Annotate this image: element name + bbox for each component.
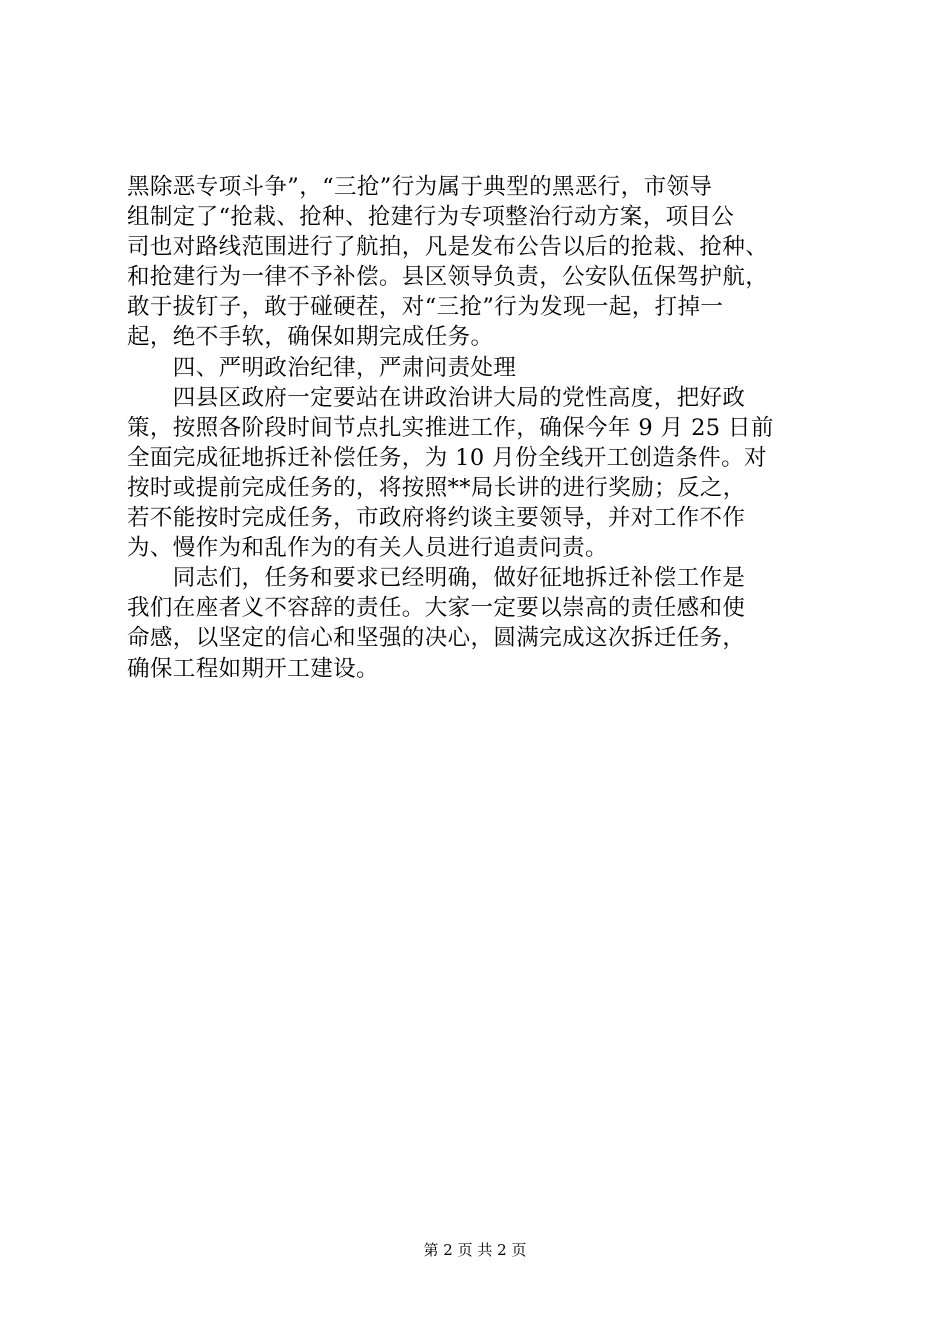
body-text-line: 策，按照各阶段时间节点扎实推进工作，确保今年 9 月 25 日前 [127,414,774,441]
body-text-line: 黑除恶专项斗争”，“三抢”行为属于典型的黑恶行，市领导 [127,174,713,200]
body-text-line: 确保工程如期开工建设。 [127,655,379,682]
body-text-line: 若不能按时完成任务，市政府将约谈主要领导，并对工作不作 [127,505,746,532]
page-number-footer: 第 2 页 共 2 页 [423,1241,527,1259]
body-text-line: 全面完成征地拆迁补偿任务，为 10 月份全线开工创造条件。对 [127,444,767,471]
body-text-line: 司也对路线范围进行了航拍，凡是发布公告以后的抢栽、抢种、 [127,234,769,261]
body-text-line: 为、慢作为和乱作为的有关人员进行追责问责。 [127,535,608,562]
body-text-line: 起，绝不手软，确保如期完成任务。 [127,324,494,351]
body-text-line: 我们在座者义不容辞的责任。大家一定要以崇高的责任感和使 [127,595,746,622]
body-text-line: 按时或提前完成任务的，将按照**局长讲的进行奖励；反之， [127,474,746,501]
body-text-line: 四县区政府一定要站在讲政治讲大局的党性高度，把好政 [127,384,746,411]
body-text-line: 同志们，任务和要求已经明确，做好征地拆迁补偿工作是 [127,565,746,592]
body-text-line: 组制定了“抢栽、抢种、抢建行为专项整治行动方案，项目公 [127,204,735,231]
body-text-line: 和抢建行为一律不予补偿。县区领导负责，公安队伍保驾护航， [127,264,769,291]
body-text-line: 敢于拔钉子，敢于碰硬茬，对“三抢”行为发现一起，打掉一 [127,294,724,321]
document-body [127,172,842,684]
section-heading: 四、严明政治纪律，严肃问责处理 [127,354,517,381]
body-text-line: 命感，以坚定的信心和坚强的决心，圆满完成这次拆迁任务， [127,625,746,652]
